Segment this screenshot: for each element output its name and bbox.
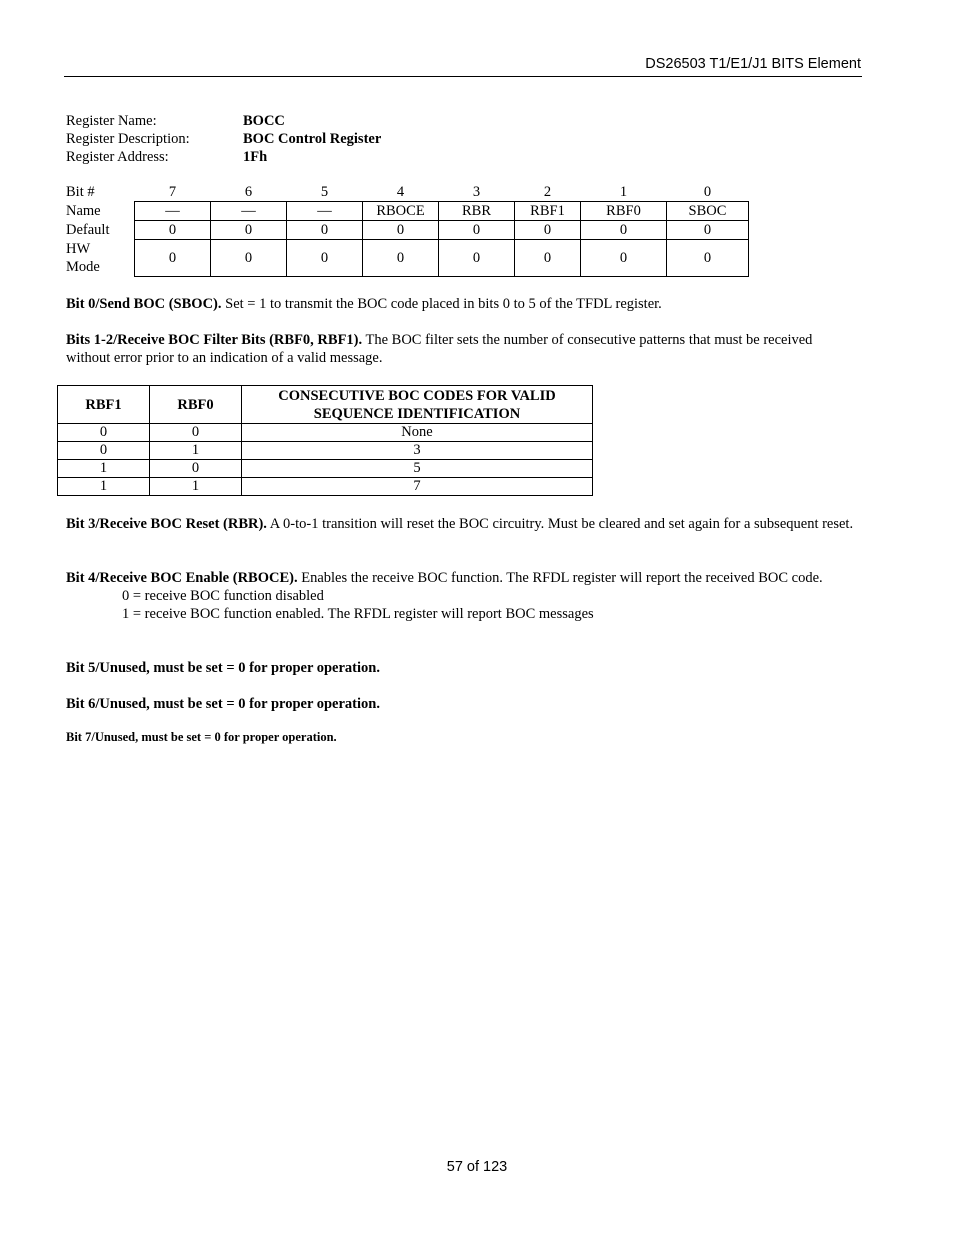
bit3-description <box>66 515 856 533</box>
bit-default-label: Default <box>66 222 110 238</box>
bit-number: 0 <box>703 184 712 200</box>
bit-hw-mode-row <box>64 240 749 277</box>
bits12-description <box>66 331 856 367</box>
filter-header-row <box>58 386 593 424</box>
bit7-description <box>66 728 856 746</box>
filter-header-line1: CONSECUTIVE BOC CODES FOR VALID <box>278 387 556 404</box>
bit-hw-mode: 0 <box>287 240 363 277</box>
bit-default-row <box>64 221 749 240</box>
bit-default: 0 <box>515 221 581 240</box>
bit4-text: Enables the receive BOC function. The RFDL register will report the received BOC code. <box>297 570 823 586</box>
bit5-title: Bit 5/Unused, must be set = 0 for proper operation. <box>66 660 380 676</box>
bit0-description <box>66 295 856 313</box>
bits12-text: The BOC filter sets the number of consecutive patterns that must be received without error prior to an indication of a valid message. <box>66 332 813 366</box>
filter-cell: 5 <box>242 460 593 478</box>
bit-default: 0 <box>667 221 749 240</box>
table-row <box>58 424 593 442</box>
bit-default: 0 <box>135 221 211 240</box>
filter-header-rbf0: RBF0 <box>150 386 242 424</box>
filter-cell: 0 <box>58 442 150 460</box>
filter-cell: 0 <box>150 424 242 442</box>
bit-name: — <box>287 202 363 221</box>
register-description-row <box>66 130 381 148</box>
bit-number: 3 <box>472 184 481 200</box>
bit-name-row <box>64 202 749 221</box>
bit-table <box>64 183 749 277</box>
bit4-title: Bit 4/Receive BOC Enable (RBOCE). <box>66 570 298 586</box>
header-title: DS26503 T1/E1/J1 BITS Element <box>645 56 861 72</box>
bit-number-row <box>64 183 749 202</box>
bit-number: 4 <box>396 184 405 200</box>
bit0-title: Bit 0/Send BOC (SBOC). <box>66 296 222 312</box>
boc-filter-table <box>57 385 593 496</box>
filter-header-consecutive <box>242 386 593 424</box>
bit-name: RBR <box>439 202 515 221</box>
bit-name: RBF0 <box>581 202 667 221</box>
bit-default: 0 <box>211 221 287 240</box>
bit-number: 5 <box>320 184 329 200</box>
mode-label: Mode <box>66 258 100 275</box>
bit-name: SBOC <box>667 202 749 221</box>
bit-number: 7 <box>168 184 177 200</box>
filter-cell: 1 <box>150 478 242 496</box>
hw-label: HW <box>66 240 91 257</box>
bit-name: — <box>211 202 287 221</box>
bit6-title: Bit 6/Unused, must be set = 0 for proper operation. <box>66 696 380 712</box>
register-name-row <box>66 112 381 130</box>
bit-default: 0 <box>439 221 515 240</box>
bit-name: RBF1 <box>515 202 581 221</box>
bit-number: 1 <box>619 184 628 200</box>
bit-hw-mode: 0 <box>515 240 581 277</box>
bits12-title: Bits 1-2/Receive BOC Filter Bits (RBF0, RBF1). <box>66 332 363 348</box>
bit-default: 0 <box>581 221 667 240</box>
bit-name: — <box>135 202 211 221</box>
register-name-value: BOCC <box>243 113 285 129</box>
bit-hw-mode: 0 <box>135 240 211 277</box>
register-address-value: 1Fh <box>243 149 268 165</box>
bit3-title: Bit 3/Receive BOC Reset (RBR). <box>66 516 267 532</box>
filter-cell: 0 <box>58 424 150 442</box>
filter-cell: 3 <box>242 442 593 460</box>
bit-name: RBOCE <box>363 202 439 221</box>
filter-cell: 1 <box>58 460 150 478</box>
filter-cell: 1 <box>150 442 242 460</box>
filter-cell: 7 <box>242 478 593 496</box>
page-header <box>64 56 862 77</box>
filter-header-line2: SEQUENCE IDENTIFICATION <box>313 405 521 422</box>
register-description-label: Register Description: <box>66 131 190 147</box>
bit-number: 2 <box>543 184 552 200</box>
bit0-text: Set = 1 to transmit the BOC code placed in bits 0 to 5 of the TFDL register. <box>221 296 662 312</box>
bit-default: 0 <box>363 221 439 240</box>
bit4-description <box>66 569 856 623</box>
register-description-value: BOC Control Register <box>243 131 382 147</box>
bit-hw-mode-label <box>64 240 135 277</box>
table-row <box>58 478 593 496</box>
bit-number-label: Bit # <box>66 184 95 201</box>
table-row <box>58 460 593 478</box>
filter-cell: 0 <box>150 460 242 478</box>
bit4-option-1: 1 = receive BOC function enabled. The RFDL register will report BOC messages <box>122 606 594 622</box>
bit-name-label: Name <box>66 203 101 219</box>
bit-hw-mode: 0 <box>211 240 287 277</box>
bit5-description <box>66 659 856 677</box>
register-address-row <box>66 148 381 166</box>
bit-hw-mode: 0 <box>581 240 667 277</box>
filter-header-rbf1: RBF1 <box>58 386 150 424</box>
bit-hw-mode: 0 <box>667 240 749 277</box>
bit-default: 0 <box>287 221 363 240</box>
table-row <box>58 442 593 460</box>
bit3-text: A 0-to-1 transition will reset the BOC circuitry. Must be cleared and set again for a subsequent reset. <box>266 516 854 532</box>
bit-number: 6 <box>244 184 253 200</box>
filter-cell: 1 <box>58 478 150 496</box>
bit-hw-mode: 0 <box>363 240 439 277</box>
bit7-title: Bit 7/Unused, must be set = 0 for proper operation. <box>66 730 337 744</box>
register-info <box>66 112 381 166</box>
bit6-description <box>66 695 856 713</box>
register-name-label: Register Name: <box>66 113 157 129</box>
filter-cell: None <box>242 424 593 442</box>
register-address-label: Register Address: <box>66 149 169 165</box>
page-number: 57 of 123 <box>446 1159 508 1175</box>
bit4-option-0: 0 = receive BOC function disabled <box>122 588 324 604</box>
bit-hw-mode: 0 <box>439 240 515 277</box>
